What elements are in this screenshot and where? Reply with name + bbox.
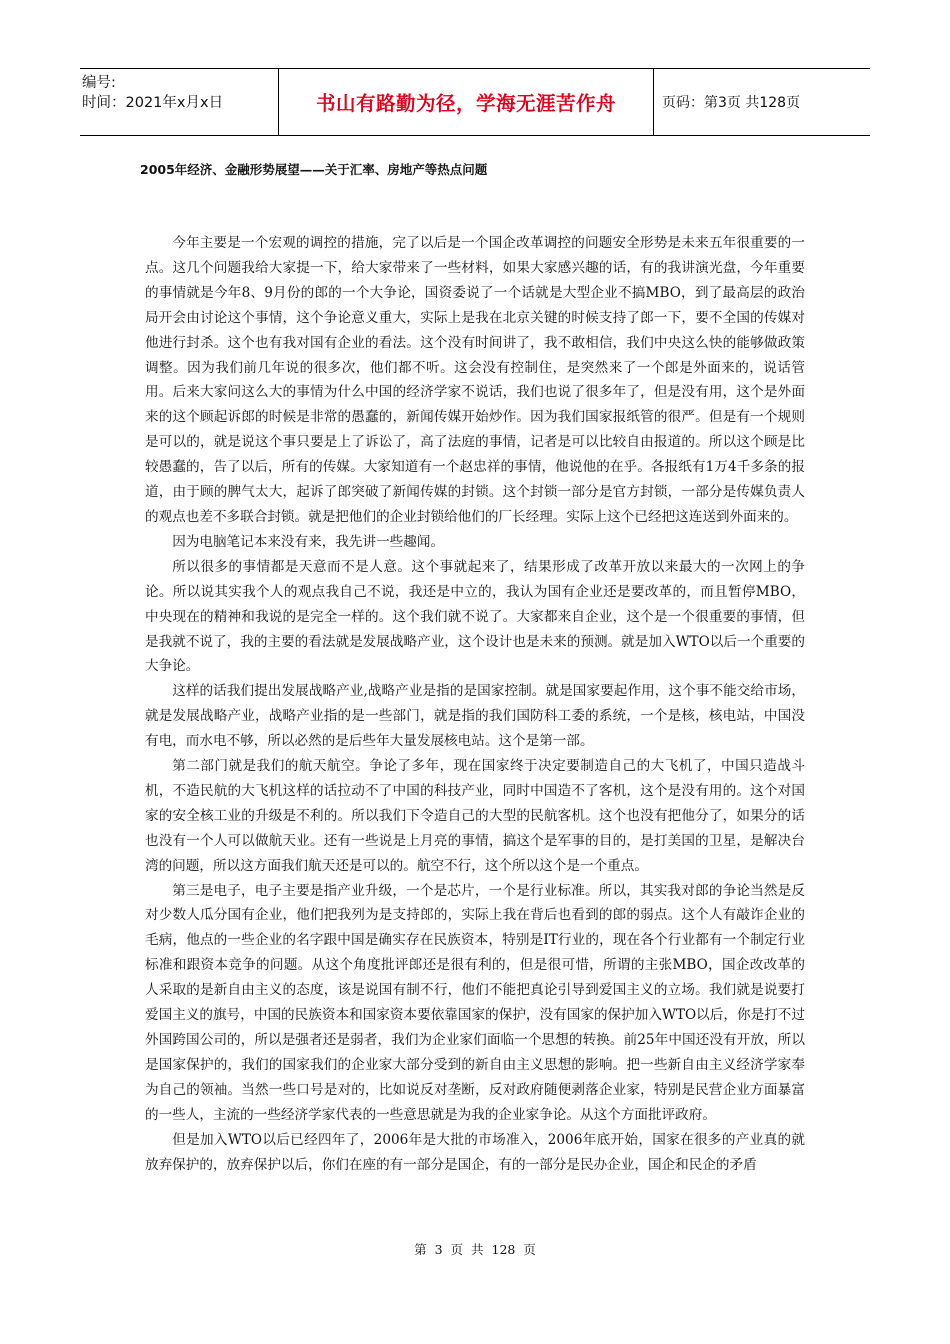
document-number-label: 编号: bbox=[82, 75, 116, 91]
document-body bbox=[145, 231, 805, 1177]
body-paragraph: 这样的话我们提出发展战略产业,战略产业是指的是国家控制。就是国家要起作用，这个事不能交给市场，就是发展战略产业，战略产业指的是一些部门，就是指的我们国防科工委的系统，一个是核，核电站，中国没有电，而水电不够，所以必然的是后些年大量发展核电站。这个是第一部。 bbox=[145, 683, 805, 750]
page-header bbox=[80, 68, 870, 136]
page-footer: 第 3 页 共 128 页 bbox=[414, 1242, 536, 1257]
body-paragraph: 因为电脑笔记本来没有来，我先讲一些趣闻。 bbox=[172, 533, 445, 550]
document-title: 2005年经济、金融形势展望——关于汇率、房地产等热点问题 bbox=[140, 162, 488, 177]
body-paragraph: 但是加入WTO以后已经四年了，2006年是大批的市场准入，2006年底开始，国家在很多的产业真的就放弃保护的，放弃保护以后，你们在座的有一部分是国企，有的一部分是民办企业，国企和民企的矛盾 bbox=[145, 1131, 805, 1173]
body-paragraph: 所以很多的事情都是天意而不是人意。这个事就起来了，结果形成了改革开放以来最大的一次网上的争论。所以说其实我个人的观点我自己不说，我还是中立的，我认为国有企业还是要改革的，而且暂停MBO，中央现在的精神和我说的是完全一样的。这个我们就不说了。大家都来自企业，这个是一个很重要的事情，但是我就不说了，我的主要的看法就是发展战略产业，这个设计也是未来的预测。就是加入WTO以后一个重要的大争论。 bbox=[145, 558, 805, 675]
body-paragraph: 第二部门就是我们的航天航空。争论了多年，现在国家终于决定要制造自己的大飞机了，中国只造战斗机，不造民航的大飞机这样的话拉动不了中国的科技产业，同时中国造不了客机，这个是没有用的。这个对国家的安全核工业的升级是不利的。所以我们下令造自己的大型的民航客机。这个也没有把他分了，如果分的话也没有一个人可以做航天业。还有一些说是上月亮的事情，搞这个是军事的目的，是打美国的卫星，是解决台湾的问题，所以这方面我们航天还是可以的。航空不行，这个所以这个是一个重点。 bbox=[145, 758, 805, 874]
body-paragraph: 第三是电子，电子主要是指产业升级，一个是芯片，一个是行业标准。所以，其实我对郎的争论当然是反对少数人瓜分国有企业，他们把我列为是支持郎的，实际上我在背后也看到的郎的弱点。这个人有敲诈企业的毛病，他点的一些企业的名字跟中国是确实存在民族资本，特别是IT行业的，现在各个行业都有一个制定行业标准和跟资本竞争的问题。从这个角度批评郎还是很有利的，但是很可惜，所谓的主张MBO，国企改改革的人采取的是新自由主义的态度，该是说国有制不行，他们不能把真论引导到爱国主义的立场。我们就是说要打爱国主义的旗号，中国的民族资本和国家资本要依靠国家的保护，没有国家的保护加入WTO以后，你是打不过外国跨国公司的，所以是强者还是弱者，我们为企业家们面临一个思想的转换。前25年中国还没有开放，所以是国家保护的，我们的国家我们的企业家大部分受到的新自由主义思想的影响。把一些新自由主义经济学家奉为自己的领袖。当然一些口号是对的，比如说反对垄断，反对政府随便剥落企业家，特别是民营企业方面暴富的一些人，主流的一些经济学家代表的一些意思就是为我的企业家争论。从这个方面批评政府。 bbox=[145, 882, 805, 1123]
body-paragraph: 今年主要是一个宏观的调控的措施，完了以后是一个国企改革调控的问题安全形势是未来五年很重要的一点。这几个问题我给大家提一下，给大家带来了一些材料，如果大家感兴趣的话，有的我讲演光盘，今年重要的事情就是今年8、9月份的郎的一个大争论，国资委说了一个话就是大型企业不搞MBO，到了最高层的政治局开会由讨论这个事情，这个争论意义重大，实际上是我在北京关键的时候支持了郎一下，要不全国的传媒对他进行封杀。这个也有我对国有企业的看法。这个没有时间讲了，我不敢相信，我们中央这么快的能够做政策调整。因为我们前几年说的很多次，他们都不听。这会没有控制住，是突然来了一个郎是外面来的，说话管用。后来大家问这么大的事情为什么中国的经济学家不说话，我们也说了很多年了，但是没有用，这个是外面来的这个顾起诉郎的时候是非常的愚蠢的，新闻传媒开始炒作。因为我们国家报纸管的很严。但是有一个规则是可以的，就是说这个事只要是上了诉讼了，高了法庭的事情，记者是可以比较自由报道的。所以这个顾是比较愚蠢的，告了以后，所有的传媒。大家知道有一个赵忠祥的事情，他说他的在乎。各报纸有1万4千多条的报道，由于顾的脾气太大，起诉了郎突破了新闻传媒的封锁。这个封锁一部分是官方封锁，一部分是传媒负责人的观点也差不多联合封锁。就是把他们的企业封锁给他们的厂长经理。实际上这个已经把这连送到外面来的。 bbox=[145, 235, 805, 525]
header-slogan: 书山有路勤为径，学海无涯苦作舟 bbox=[278, 69, 654, 135]
document-date: 时间：2021年x月x日 bbox=[82, 95, 224, 111]
header-meta bbox=[80, 69, 278, 135]
header-page-info: 页码：第3页 共128页 bbox=[662, 95, 801, 111]
